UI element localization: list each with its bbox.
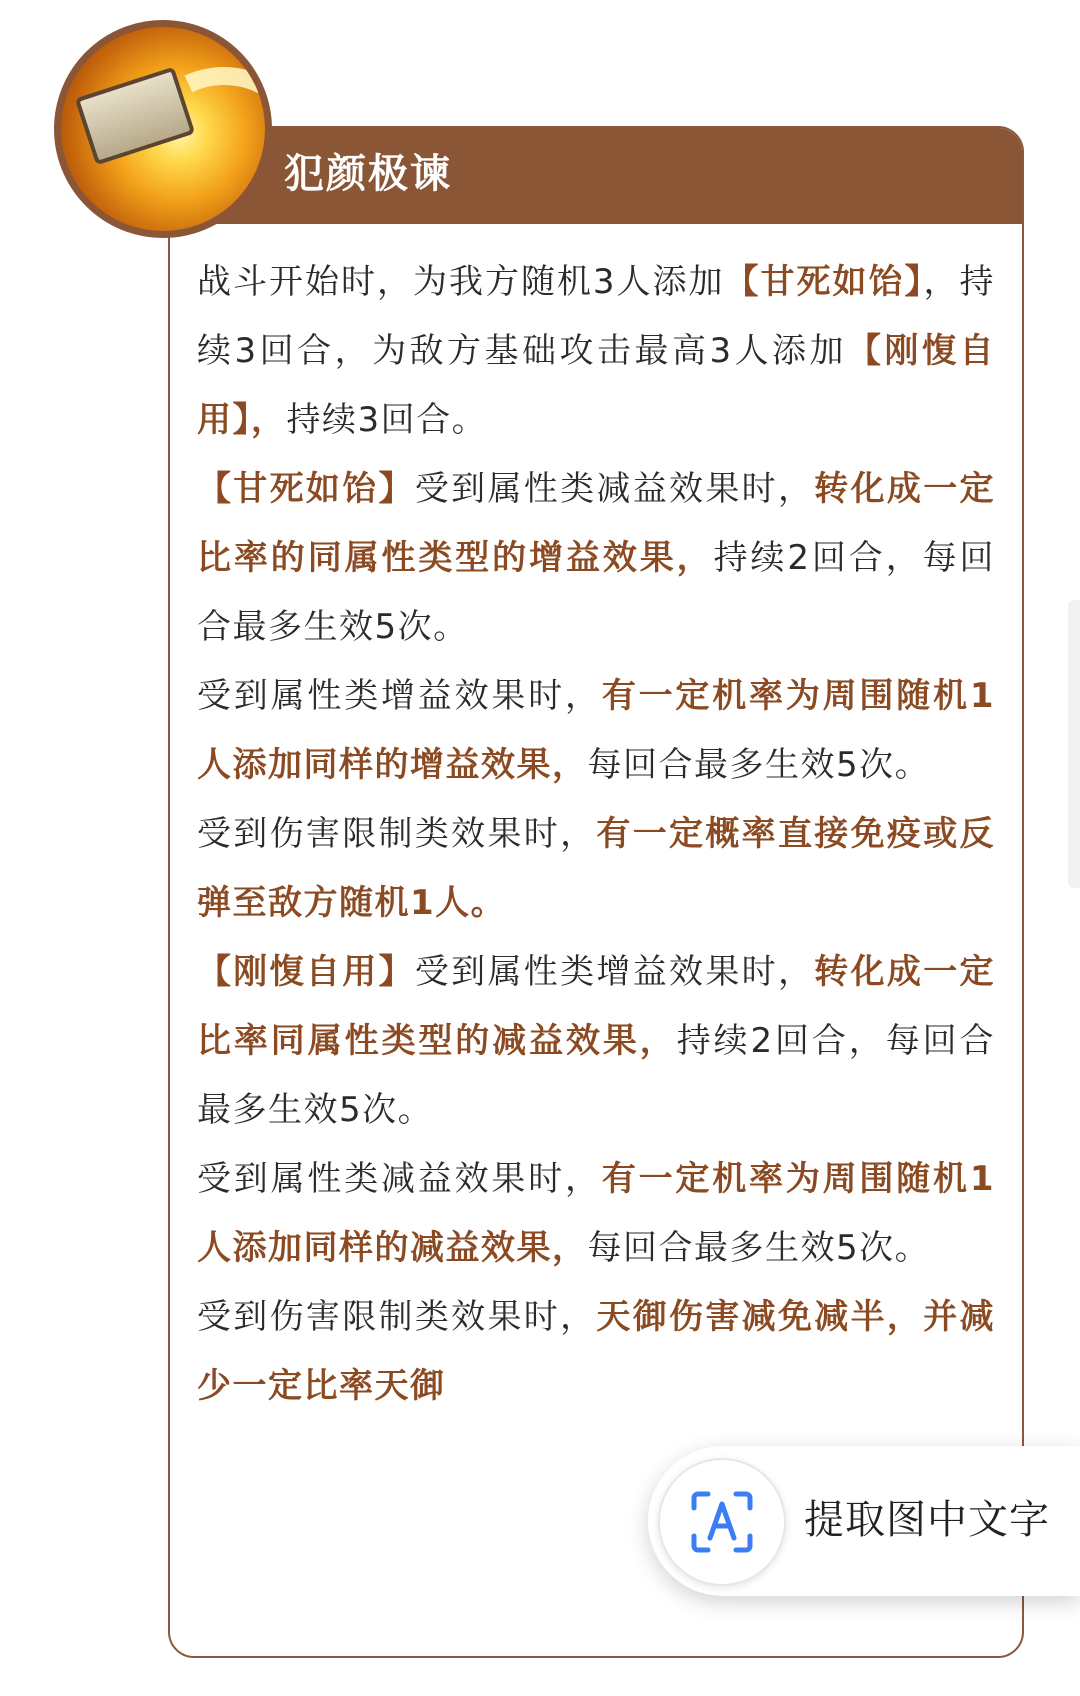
- highlight-text: 有一定概率直接免疫或反弹至敌方随机1人。: [197, 814, 996, 923]
- highlight-text: 天御伤害减免减半，并减少一定比率天御: [197, 1297, 996, 1406]
- highlight-text: 【刚愎自用】，: [197, 331, 996, 440]
- body-text: 持续2回合，每回合最多生效5次。: [197, 538, 995, 647]
- body-text: 受到属性类减益效果时，: [197, 1159, 602, 1199]
- body-text: 每回合最多生效5次。: [587, 1228, 931, 1268]
- body-text: 受到属性类增益效果时，: [414, 952, 815, 992]
- skill-scroll-flame-icon: [54, 20, 272, 238]
- description-paragraph: [197, 1283, 995, 1421]
- highlight-text: 有一定机率为周围随机1人添加同样的减益效果，: [197, 1159, 995, 1268]
- highlight-text: 有一定机率为周围随机1人添加同样的增益效果，: [197, 676, 995, 785]
- description-paragraph: [197, 938, 995, 1145]
- description-paragraph: [197, 248, 995, 455]
- highlight-text: 转化成一定比率的同属性类型的增益效果，: [197, 469, 996, 578]
- text-recognition-icon: [658, 1458, 786, 1586]
- description-paragraph: [197, 662, 995, 800]
- skill-title: 犯颜极谏: [284, 151, 452, 197]
- description-paragraph: [197, 1145, 995, 1283]
- body-text: 受到属性类减益效果时，: [414, 469, 815, 509]
- skill-card-header: [170, 128, 1022, 224]
- extract-text-button[interactable]: [648, 1446, 1080, 1596]
- description-paragraph: [197, 455, 995, 662]
- body-text: 战斗开始时，为我方随机3人添加: [197, 262, 725, 302]
- skill-description: [197, 248, 995, 1421]
- body-text: 受到伤害限制类效果时，: [197, 1297, 597, 1337]
- body-text: 受到伤害限制类效果时，: [197, 814, 597, 854]
- body-text: ，持续3回合，为敌方基础攻击最高3人添加: [197, 262, 996, 371]
- highlight-text: 转化成一定比率同属性类型的减益效果，: [197, 952, 996, 1061]
- highlight-text: 【甘死如饴】: [724, 262, 924, 302]
- highlight-text: 【甘死如饴】: [197, 469, 415, 509]
- body-text: 每回合最多生效5次。: [587, 745, 931, 785]
- body-text: 持续2回合，每回合最多生效5次。: [197, 1021, 996, 1130]
- description-paragraph: [197, 800, 995, 938]
- body-text: 持续3回合。: [286, 400, 488, 440]
- extract-text-label: 提取图中文字: [804, 1497, 1050, 1543]
- highlight-text: 【刚愎自用】: [197, 952, 415, 992]
- scroll-edge-indicator: [1068, 600, 1080, 888]
- body-text: 受到属性类增益效果时，: [197, 676, 602, 716]
